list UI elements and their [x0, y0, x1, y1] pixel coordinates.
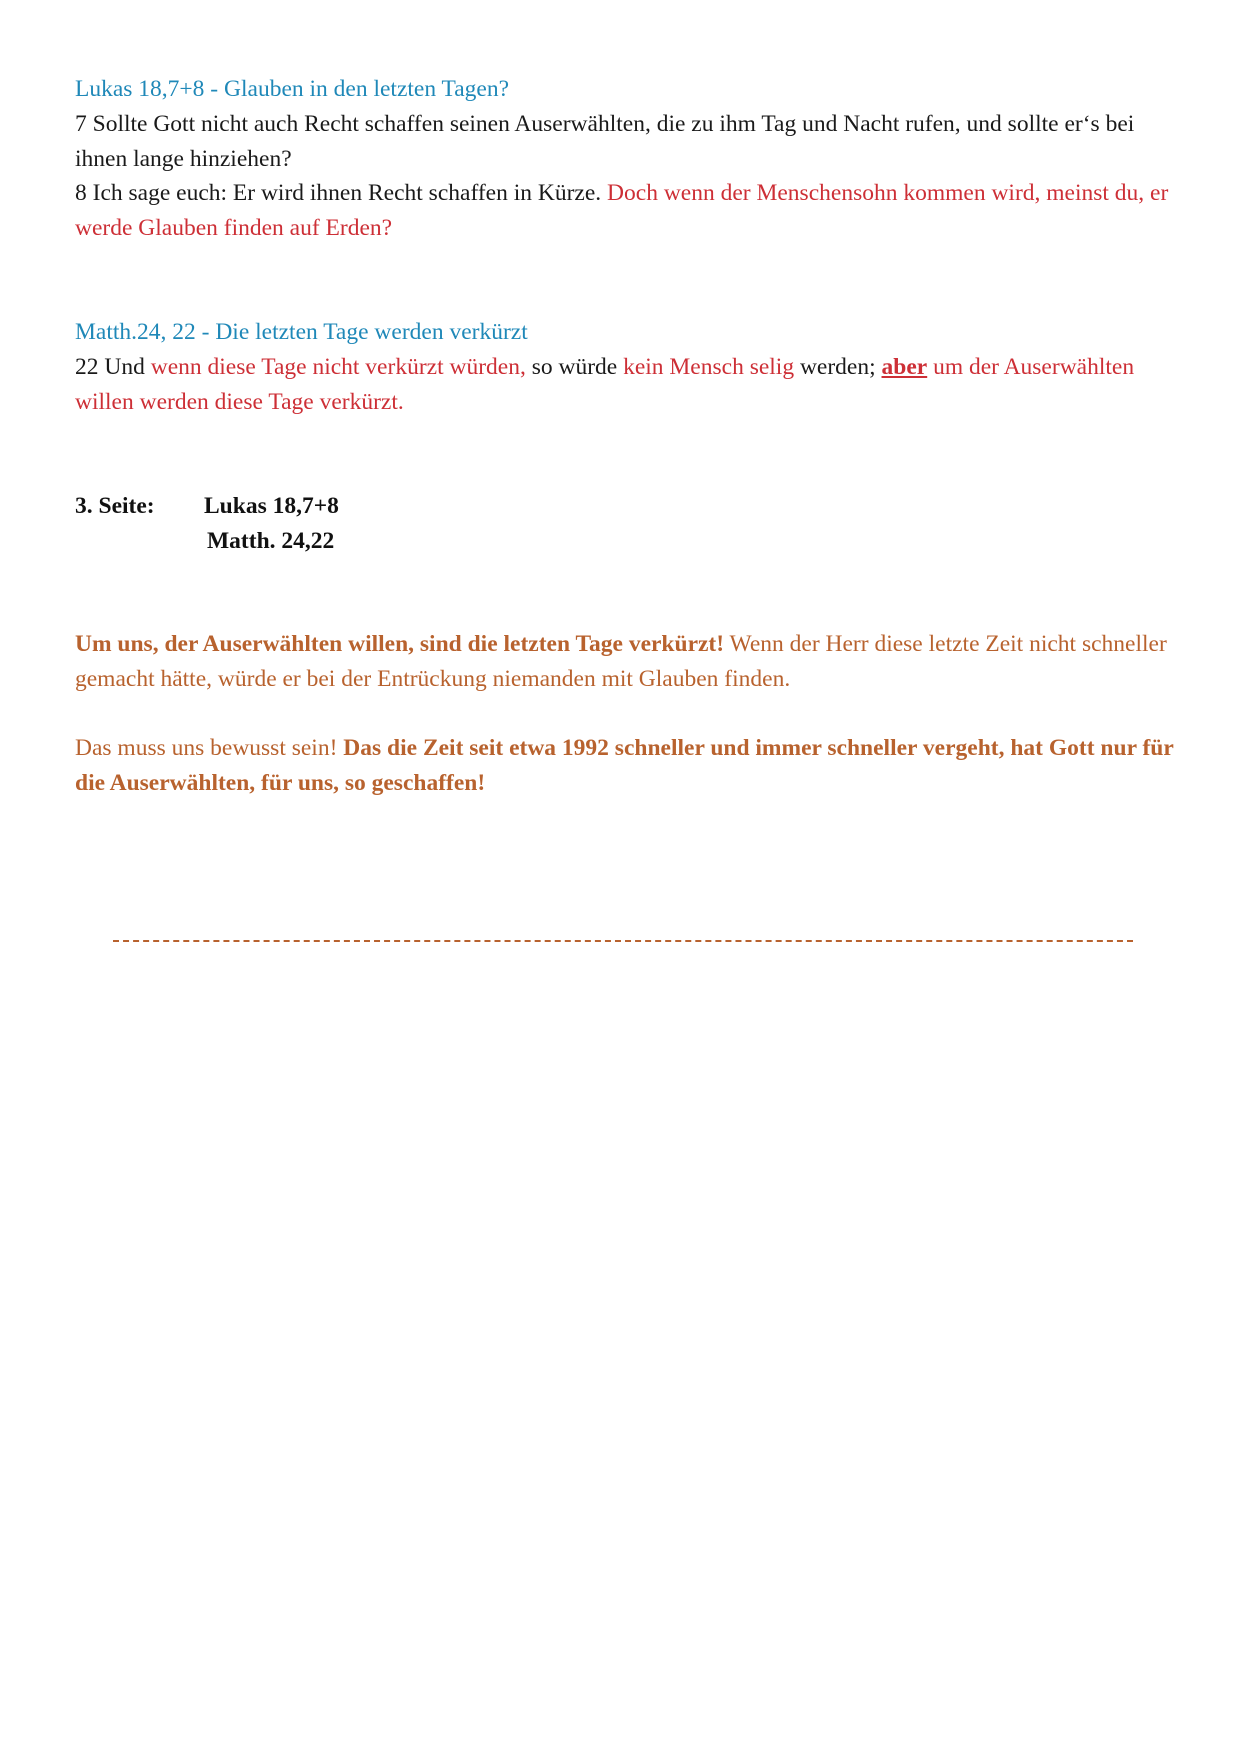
verse22-d: kein Mensch selig	[623, 354, 795, 380]
lukas-verse-8	[75, 176, 1185, 246]
seite-label: 3. Seite:	[75, 493, 155, 519]
verse22-aber: aber	[881, 354, 928, 380]
conclusion2-bold: Das die Zeit seit etwa 1992 schneller und immer schneller vergeht, hat Gott nur für die Auserwählten, für uns, so geschaffen!	[75, 735, 1174, 796]
conclusion-paragraph-2	[75, 731, 1185, 801]
verse22-b: wenn diese Tage nicht verkürzt würden,	[150, 354, 526, 380]
conclusion1-text: Wenn der Herr diese letzte Zeit nicht schneller gemacht hätte, würde er bei der Entrückung niemanden mit Glauben finden.	[75, 631, 1167, 692]
section1-heading: Lukas 18,7+8 - Glauben in den letzten Tagen?	[75, 76, 510, 102]
conclusion2-text: Das muss uns bewusst sein!	[75, 735, 344, 761]
verse22-c: so würde	[525, 354, 624, 380]
verse8-highlight: Doch wenn der Menschensohn kommen wird, meinst du, er werde Glauben finden auf Erden?	[75, 180, 1169, 241]
verse8-plain: 8 Ich sage euch: Er wird ihnen Recht schaffen in Kürze.	[75, 180, 608, 206]
seite-ref-matth: Matth. 24,22	[207, 528, 335, 554]
conclusion1-bold: Um uns, der Auserwählten willen, sind die letzten Tage verkürzt!	[75, 631, 725, 657]
verse22-a: 22 Und	[75, 354, 151, 380]
dashed-divider	[113, 940, 1133, 942]
matth-verse-22	[75, 350, 1185, 420]
seite-ref-lukas: Lukas 18,7+8	[204, 493, 339, 519]
verse22-e: werden;	[794, 354, 882, 380]
verse22-g: um der Auserwählten willen werden diese Tage verkürzt.	[75, 354, 1135, 415]
conclusion-paragraph-1	[75, 627, 1185, 697]
section2-heading: Matth.24, 22 - Die letzten Tage werden verkürzt	[75, 319, 528, 345]
lukas-verse-7: 7 Sollte Gott nicht auch Recht schaffen seinen Auserwählten, die zu ihm Tag und Nacht rufen, und sollte er‘s bei ihnen lange hinziehen?	[75, 111, 1135, 172]
